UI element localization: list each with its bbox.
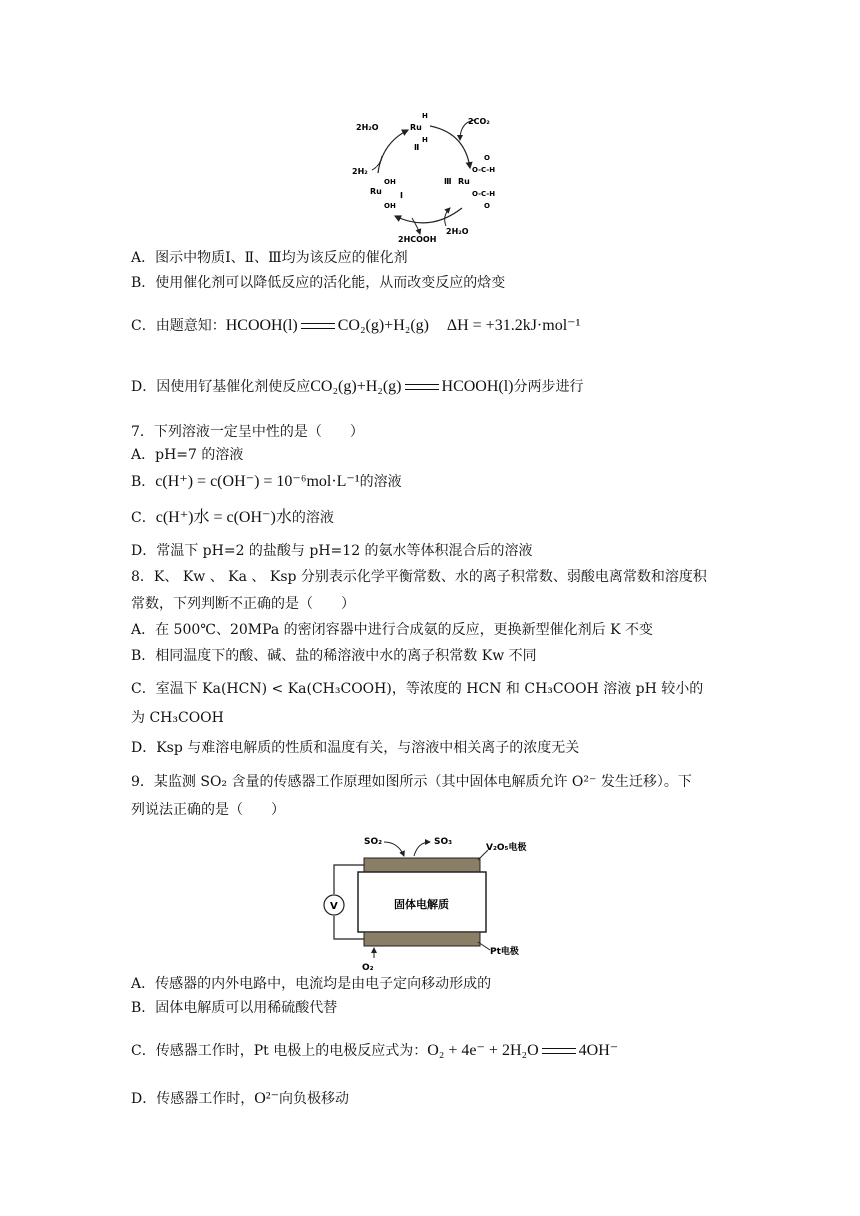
- q7-option-c: [131, 508, 334, 528]
- label-oh-i-top: OH: [384, 178, 396, 186]
- v2o5-label: V₂O₅电极: [486, 843, 527, 853]
- q9-option-d-prefix: D．传感器工作时，: [131, 1091, 255, 1107]
- label-i: Ⅰ: [400, 191, 403, 200]
- label-ru-ii: Ru: [410, 123, 422, 132]
- q7-option-c-prefix: C．: [131, 510, 156, 526]
- q6-option-c-prefix: C．由题意知：: [131, 318, 226, 334]
- label-oh-i-bottom: OH: [384, 202, 396, 210]
- q8-option-b: B．相同温度下的酸、碱、盐的稀溶液中水的离子积常数 Kw 不同: [131, 648, 537, 664]
- catalytic-cycle-figure: [350, 108, 500, 248]
- label-och-top: O-C-H: [472, 166, 496, 174]
- voltmeter-label: V: [330, 901, 338, 912]
- label-o-top: O: [484, 154, 490, 162]
- electrolyte-label: 固体电解质: [394, 898, 449, 911]
- equals-sign: [301, 323, 335, 329]
- label-h-top: H: [422, 112, 428, 120]
- q9-option-d-ion: O²⁻: [254, 1090, 280, 1107]
- q9-option-c: [131, 1041, 618, 1061]
- v2o5-electrode: [364, 858, 480, 872]
- q8-stem-line1: 8．K、 Kw 、 Ka 、 Ksp 分别表示化学平衡常数、水的离子积常数、弱酸电离常数和溶度积: [131, 569, 707, 585]
- q6-option-d-prefix: D．因使用钌基催化剂使反应: [131, 379, 311, 395]
- pt-electrode: [364, 932, 480, 946]
- q7-stem: 7．下列溶液一定呈中性的是（ ）: [131, 424, 364, 440]
- q9-stem-line2: 列说法正确的是（ ）: [131, 802, 285, 818]
- q9-stem-line1: 9．某监测 SO₂ 含量的传感器工作原理如图所示（其中固体电解质允许 O²⁻ 发生迁移）。下: [131, 774, 692, 790]
- q6-option-a: A．图示中物质Ⅰ、Ⅱ、Ⅲ均为该反应的催化剂: [131, 250, 408, 266]
- q9-option-d-suffix: 向负极移动: [279, 1091, 350, 1107]
- q7-option-b-math: c(H⁺) = c(OH⁻) = 10⁻⁶mol·L⁻¹: [155, 473, 360, 490]
- so2-arrow: [384, 842, 404, 856]
- label-2hcooh: 2HCOOH: [398, 235, 437, 244]
- label-2h2o-top: 2H₂O: [356, 123, 379, 132]
- q7-option-b-suffix: 的溶液: [359, 474, 402, 490]
- pt-label: Pt电极: [490, 947, 519, 957]
- label-o-bottom: O: [484, 202, 490, 210]
- q7-option-d: D．常温下 pH=2 的盐酸与 pH=12 的氨水等体积混合后的溶液: [131, 543, 533, 559]
- label-h-bottom: H: [422, 136, 428, 144]
- q6-option-d-eq-lhs: CO₂(g)+H₂(g): [310, 378, 402, 395]
- q6-option-c-dh: ΔH = +31.2kJ·mol⁻¹: [446, 317, 581, 334]
- q9-option-c-eq-lhs: O₂ + 4e⁻ + 2H₂O: [427, 1042, 539, 1059]
- q9-option-a: A．传感器的内外电路中，电流均是由电子定向移动形成的: [131, 976, 492, 992]
- q7-option-b: [131, 472, 402, 492]
- q6-option-d: [131, 377, 584, 397]
- q8-option-c-line1: C．室温下 Ka(HCN) < Ka(CH₃COOH)，等浓度的 HCN 和 CH₃COOH 溶液 pH 较小的: [131, 681, 704, 697]
- q6-option-d-eq-rhs: HCOOH(l): [441, 378, 514, 395]
- q8-option-d: D．Ksp 与难溶电解质的性质和温度有关，与溶液中相关离子的浓度无关: [131, 740, 580, 756]
- so2-label: SO₂: [364, 837, 383, 847]
- q6-option-d-suffix: 分两步进行: [513, 379, 584, 395]
- q8-option-c-line2: 为 CH₃COOH: [131, 710, 224, 726]
- label-iii: Ⅲ: [444, 177, 452, 186]
- o2-label: O₂: [362, 963, 374, 972]
- q6-option-b: B．使用催化剂可以降低反应的活化能，从而改变反应的焓变: [131, 275, 506, 291]
- q9-option-c-prefix: C．传感器工作时，Pt 电极上的电极反应式为：: [131, 1043, 428, 1059]
- label-2h2: 2H₂: [352, 167, 368, 176]
- equals-sign: [405, 384, 439, 390]
- so3-label: SO₃: [434, 837, 453, 847]
- q7-option-a: A．pH=7 的溶液: [131, 447, 244, 463]
- q6-option-c-eq-rhs: CO₂(g)+H₂(g): [337, 317, 429, 334]
- equals-sign: [542, 1048, 576, 1054]
- so2-sensor-figure: [318, 830, 546, 972]
- label-ii: Ⅱ: [414, 143, 420, 152]
- so3-arrow: [414, 842, 430, 856]
- label-2h2o-bottom: 2H₂O: [446, 227, 469, 236]
- q8-option-a: A．在 500℃、20MPa 的密闭容器中进行合成氨的反应，更换新型催化剂后 K 不变: [131, 622, 654, 638]
- q6-option-c-eq-lhs: HCOOH(l): [225, 317, 298, 334]
- label-ru-i: Ru: [370, 187, 382, 196]
- q6-option-c: [131, 316, 580, 336]
- q7-option-b-prefix: B．: [131, 474, 156, 490]
- cycle-arc-bottom: [395, 208, 462, 223]
- q9-option-d: [131, 1089, 349, 1109]
- label-och-bottom: O-C-H: [472, 190, 496, 198]
- label-2co2: 2CO₂: [468, 117, 490, 126]
- label-ru-iii: Ru: [458, 177, 470, 186]
- hcooh-out-arrow: [412, 218, 420, 234]
- q7-option-c-math: c(H⁺)水 = c(OH⁻)水: [155, 509, 292, 526]
- q9-option-b: B．固体电解质可以用稀硫酸代替: [131, 1000, 338, 1016]
- cycle-arc-top: [430, 126, 470, 168]
- cycle-arc-left: [378, 130, 408, 173]
- q7-option-c-suffix: 的溶液: [291, 510, 334, 526]
- q9-option-c-eq-rhs: 4OH⁻: [578, 1042, 619, 1059]
- q8-stem-line2: 常数，下列判断不正确的是（ ）: [131, 596, 355, 612]
